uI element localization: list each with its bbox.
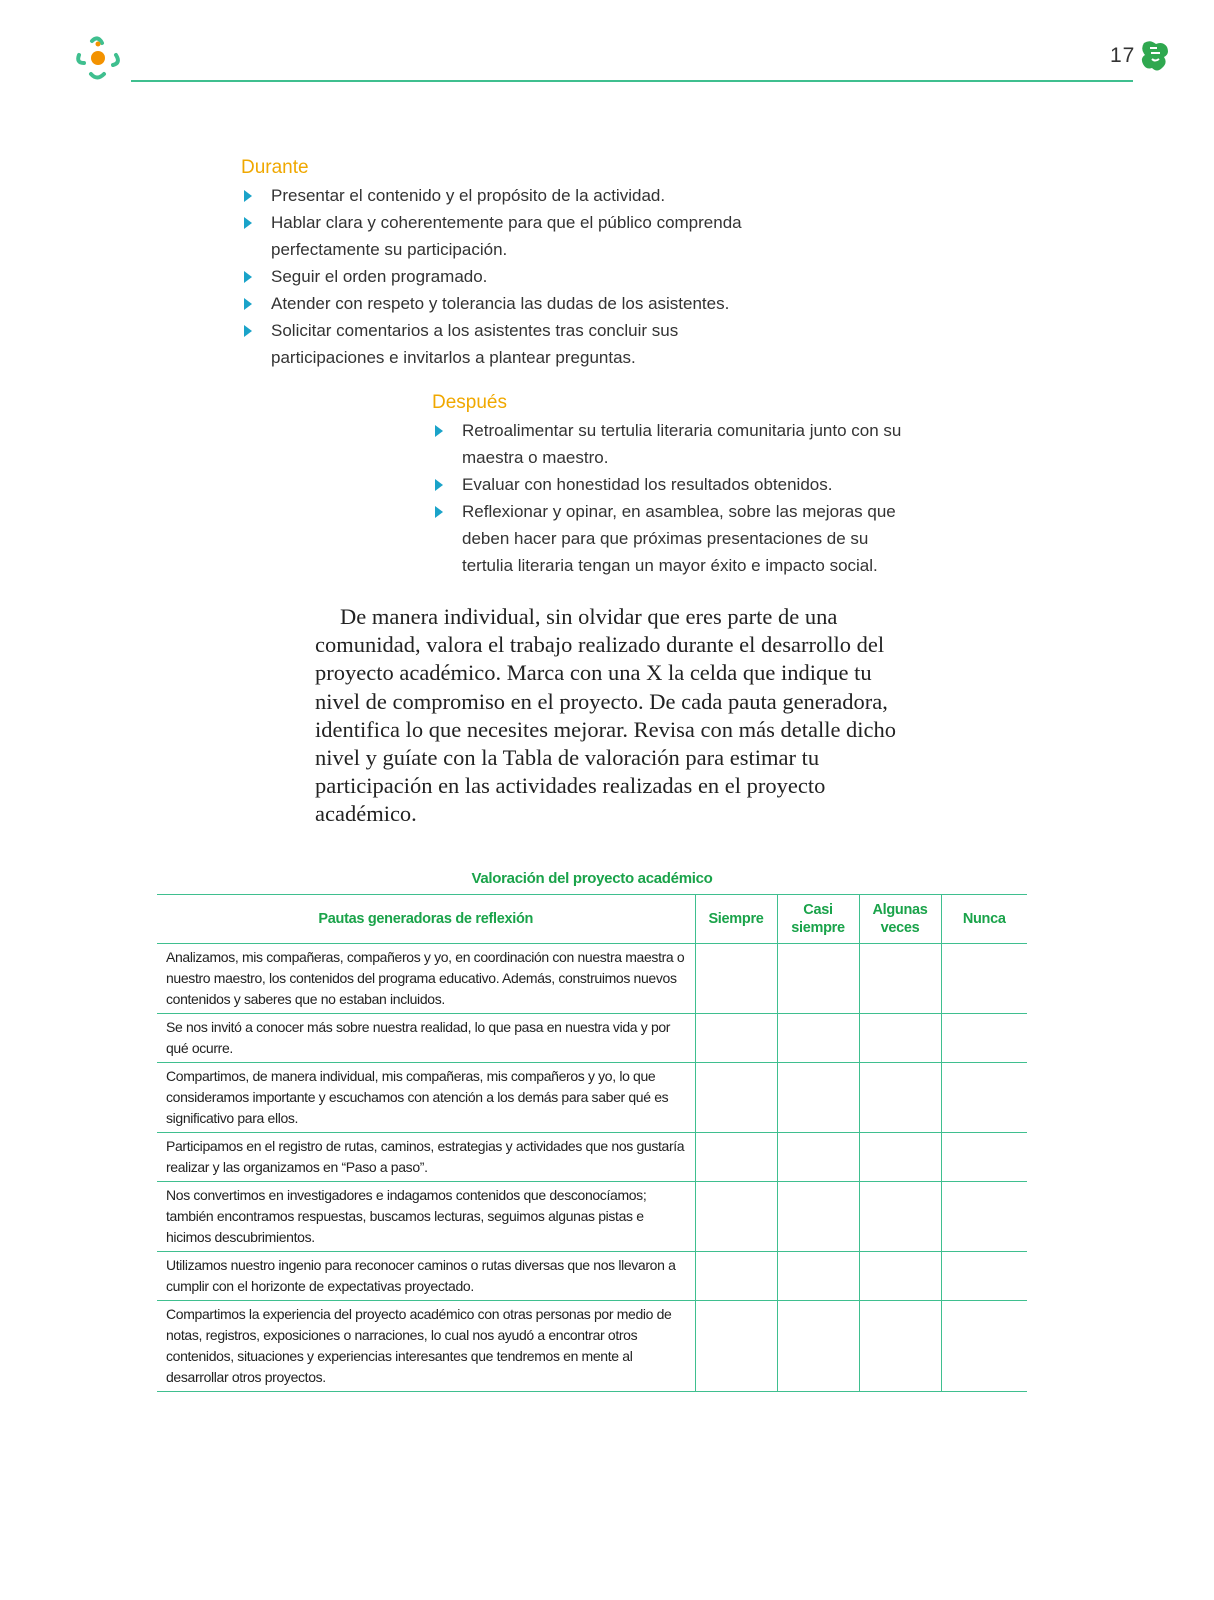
rating-cell-siempre[interactable] <box>695 1014 777 1063</box>
table-row <box>157 1133 1027 1182</box>
list-item: Solicitar comentarios a los asistentes tras concluir sus participaciones e invitarlos a plantear preguntas. <box>242 317 762 371</box>
list-item: Reflexionar y opinar, en asamblea, sobre las mejoras que deben hacer para que próximas presentaciones de su tertulia literaria tengan un mayor éxito e impacto social. <box>433 498 911 579</box>
rating-cell-nunca[interactable] <box>941 1252 1027 1301</box>
table-row <box>157 1014 1027 1063</box>
rating-cell-algunas-veces[interactable] <box>859 1133 941 1182</box>
rating-cell-nunca[interactable] <box>941 1301 1027 1392</box>
table-row <box>157 1182 1027 1252</box>
table-row <box>157 1063 1027 1133</box>
rating-cell-siempre[interactable] <box>695 1301 777 1392</box>
rating-cell-siempre[interactable] <box>695 1133 777 1182</box>
rating-cell-algunas-veces[interactable] <box>859 1063 941 1133</box>
rating-cell-casi-siempre[interactable] <box>777 1252 859 1301</box>
rating-cell-casi-siempre[interactable] <box>777 1182 859 1252</box>
evaluation-table <box>157 894 1027 1392</box>
column-header: Casi siempre <box>777 895 859 944</box>
rating-cell-nunca[interactable] <box>941 944 1027 1014</box>
list-item: Presentar el contenido y el propósito de la actividad. <box>242 182 762 209</box>
bullet-icon <box>244 217 252 229</box>
rating-cell-nunca[interactable] <box>941 1182 1027 1252</box>
criterion-cell: Participamos en el registro de rutas, caminos, estrategias y actividades que nos gustaría realizar y las organizamos en “Paso a paso”. <box>157 1133 695 1182</box>
rating-cell-casi-siempre[interactable] <box>777 1133 859 1182</box>
rating-cell-siempre[interactable] <box>695 1182 777 1252</box>
list-item: Retroalimentar su tertulia literaria comunitaria junto con su maestra o maestro. <box>433 417 911 471</box>
rating-cell-algunas-veces[interactable] <box>859 944 941 1014</box>
rating-cell-siempre[interactable] <box>695 1063 777 1133</box>
table-header-row <box>157 895 1027 944</box>
criterion-cell: Se nos invitó a conocer más sobre nuestra realidad, lo que pasa en nuestra vida y por qué ocurre. <box>157 1014 695 1063</box>
rating-cell-nunca[interactable] <box>941 1063 1027 1133</box>
rating-cell-nunca[interactable] <box>941 1133 1027 1182</box>
list-item: Evaluar con honestidad los resultados obtenidos. <box>433 471 911 498</box>
rating-cell-nunca[interactable] <box>941 1014 1027 1063</box>
table-row <box>157 1301 1027 1392</box>
instructions-paragraph: De manera individual, sin olvidar que eres parte de una comunidad, valora el trabajo realizado durante el desarrollo del proyecto académico. Marca con una X la celda que indique tu nivel de compromiso en el proyecto. De cada pauta generadora, identifica lo que necesites mejorar. Revisa con más detalle dicho nivel y guíate con la Tabla de valoración para estimar tu participación en las actividades realizadas en el proyecto académico. <box>315 604 897 827</box>
column-header: Siempre <box>695 895 777 944</box>
column-header: Algunas veces <box>859 895 941 944</box>
bullet-icon <box>244 271 252 283</box>
criterion-cell: Compartimos la experiencia del proyecto académico con otras personas por medio de notas, registros, exposiciones o narraciones, lo cual nos ayudó a encontrar otros contenidos, situaciones y experiencias interesantes que tendremos en mente al desarrollar otros proyectos. <box>157 1301 695 1392</box>
list-item: Seguir el orden programado. <box>242 263 762 290</box>
rating-cell-algunas-veces[interactable] <box>859 1182 941 1252</box>
criterion-cell: Compartimos, de manera individual, mis compañeras, mis compañeros y yo, lo que consideramos importante y escuchamos con atención a los demás para saber qué es significativo para ellos. <box>157 1063 695 1133</box>
bullet-icon <box>244 325 252 337</box>
table-title: Valoración del proyecto académico <box>471 870 713 887</box>
bullet-icon <box>435 506 443 518</box>
rating-cell-casi-siempre[interactable] <box>777 1063 859 1133</box>
flower-logo-icon <box>72 33 124 85</box>
table-row <box>157 944 1027 1014</box>
list-item: Hablar clara y coherentemente para que el público comprenda perfectamente su participación. <box>242 209 762 263</box>
section-heading-durante: Durante <box>241 157 309 178</box>
rating-cell-casi-siempre[interactable] <box>777 1014 859 1063</box>
section-heading-despues: Después <box>432 392 507 413</box>
page-number: 17 <box>1110 44 1136 67</box>
despues-list <box>433 417 911 579</box>
rating-cell-casi-siempre[interactable] <box>777 1301 859 1392</box>
header-rule <box>131 80 1133 82</box>
column-header: Pautas generadoras de reflexión <box>157 895 695 944</box>
durante-list <box>242 182 762 371</box>
rating-cell-siempre[interactable] <box>695 944 777 1014</box>
bullet-icon <box>435 479 443 491</box>
list-item: Atender con respeto y tolerancia las dudas de los asistentes. <box>242 290 762 317</box>
rating-cell-algunas-veces[interactable] <box>859 1301 941 1392</box>
column-header: Nunca <box>941 895 1027 944</box>
bullet-icon <box>435 425 443 437</box>
bullet-icon <box>244 298 252 310</box>
criterion-cell: Analizamos, mis compañeras, compañeros y yo, en coordinación con nuestra maestra o nuestro maestro, los contenidos del programa educativo. Además, construimos nuevos contenidos y saberes que no estaban incluidos. <box>157 944 695 1014</box>
criterion-cell: Nos convertimos en investigadores e indagamos contenidos que desconocíamos; también encontramos respuestas, buscamos lecturas, seguimos algunas pistas e hicimos descubrimientos. <box>157 1182 695 1252</box>
criterion-cell: Utilizamos nuestro ingenio para reconocer caminos o rutas diversas que nos llevaron a cumplir con el horizonte de expectativas proyectado. <box>157 1252 695 1301</box>
rating-cell-algunas-veces[interactable] <box>859 1014 941 1063</box>
table-row <box>157 1252 1027 1301</box>
rating-cell-algunas-veces[interactable] <box>859 1252 941 1301</box>
bullet-icon <box>244 190 252 202</box>
green-glyph-icon <box>1139 39 1171 75</box>
rating-cell-casi-siempre[interactable] <box>777 944 859 1014</box>
rating-cell-siempre[interactable] <box>695 1252 777 1301</box>
